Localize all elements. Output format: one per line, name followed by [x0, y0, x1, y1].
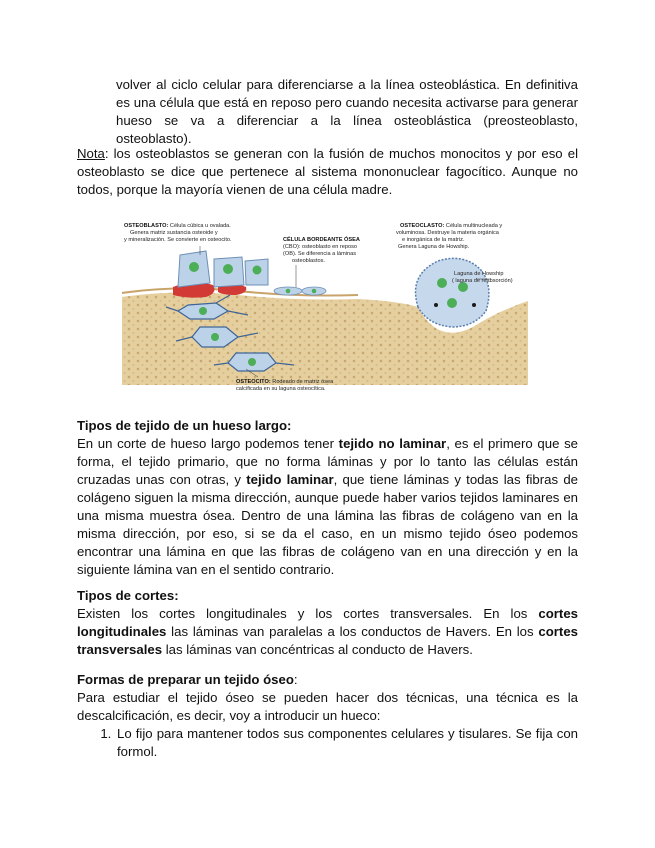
section-3-heading: Formas de preparar un tejido óseo:	[77, 672, 298, 687]
intro-text: volver al ciclo celular para diferenciarse a la línea osteoblástica. En definitiva es una célula que está en reposo pero cuando necesita activarse para generar hueso se va a diferenciar a la línea osteoblástica (preosteoblasto, osteoblasto).	[116, 77, 578, 146]
section-3-title: Formas de preparar un tejido óseo	[77, 672, 294, 687]
osteoblast-label: OSTEOBLASTO: Célula cúbica u ovalada.	[124, 223, 231, 229]
osteocyte-desc-1: calcificada en su laguna osteocítica.	[236, 386, 326, 392]
note-text: : los osteoblastos se generan con la fusión de muchos monocitos y por eso el osteoblasto se dice que pertenece al sistema mononuclear fagocítico. Aunque no todos, porque la mayoría vienen de una célula madre.	[77, 146, 578, 197]
osteocyte-label: OSTEOCITO: Rodeado de matriz ósea	[236, 379, 334, 385]
bordering-cell-desc-1: (CBO): osteoblasto en reposo	[283, 244, 357, 250]
howship-label-1: Laguna de Howship	[454, 271, 504, 277]
osteoclast-desc-3: Genera Laguna de Howship.	[398, 244, 470, 250]
osteoblast-desc-1: Genera matriz sustancia osteoide y	[130, 230, 218, 236]
section-1-title: Tipos de tejido de un hueso largo:	[77, 418, 292, 433]
list-item: 1. Lo fijo para mantener todos sus componentes celulares y tisulares. Se fija con formol.	[115, 725, 578, 761]
bordering-cell-desc-2: (OB). Se diferencia a láminas	[283, 251, 357, 257]
section-3-list	[77, 725, 578, 761]
osteoclast-cell	[416, 258, 489, 327]
howship-label-2: ( laguna de reabsorción)	[452, 278, 513, 284]
bone-cells-figure	[118, 215, 538, 400]
bordering-cell-desc-3: osteoblastos.	[292, 258, 325, 264]
note-label: Nota	[77, 146, 105, 161]
section-2-body: Existen los cortes longitudinales y los cortes transversales. En los cortes longitudinales las láminas van paralelas a los conductos de Havers. En los cortes transversales las láminas van concéntricas al conducto de Havers.	[77, 606, 578, 657]
bordering-cell-label: CÉLULA BORDEANTE ÓSEA	[283, 237, 360, 243]
section-preparar-tejido	[77, 671, 578, 761]
note-paragraph	[77, 145, 578, 199]
osteoclast-desc-2: e inorgánica de la matriz.	[402, 237, 465, 243]
section-2-title: Tipos de cortes:	[77, 588, 179, 603]
intro-paragraph	[116, 76, 578, 148]
section-tipos-tejido	[77, 417, 578, 579]
section-tipos-cortes	[77, 587, 578, 659]
bone-cells-illustration	[118, 215, 538, 400]
osteoclast-desc-1: voluminosa. Destruye la materia orgánica	[396, 230, 499, 236]
section-1-body: En un corte de hueso largo podemos tener tejido no laminar, es el primero que se forma, el tejido primario, que no forma láminas y por lo tanto las células están cruzadas unas con otras, y tejido laminar, que tiene láminas y todas las fibras de colágeno siguen la misma dirección, aunque puede haber varios tejidos laminares en una misma muestra ósea. Dentro de una lámina las fibras de colágeno van en la misma dirección, por eso, si se da el caso, en un mismo tejido óseo podemos encontrar una lámina en que las fibras de colágeno van en una dirección y en la siguiente lámina van en el sentido contrario.	[77, 436, 578, 577]
section-3-body: Para estudiar el tejido óseo se pueden hacer dos técnicas, una técnica es la descalcificación, es decir, voy a introducir un hueco:	[77, 690, 578, 723]
osteoclast-label: OSTEOCLASTO: Célula multinucleada y	[400, 223, 503, 229]
osteoblast-desc-2: y mineralización. Se convierte en osteocito.	[124, 237, 232, 243]
